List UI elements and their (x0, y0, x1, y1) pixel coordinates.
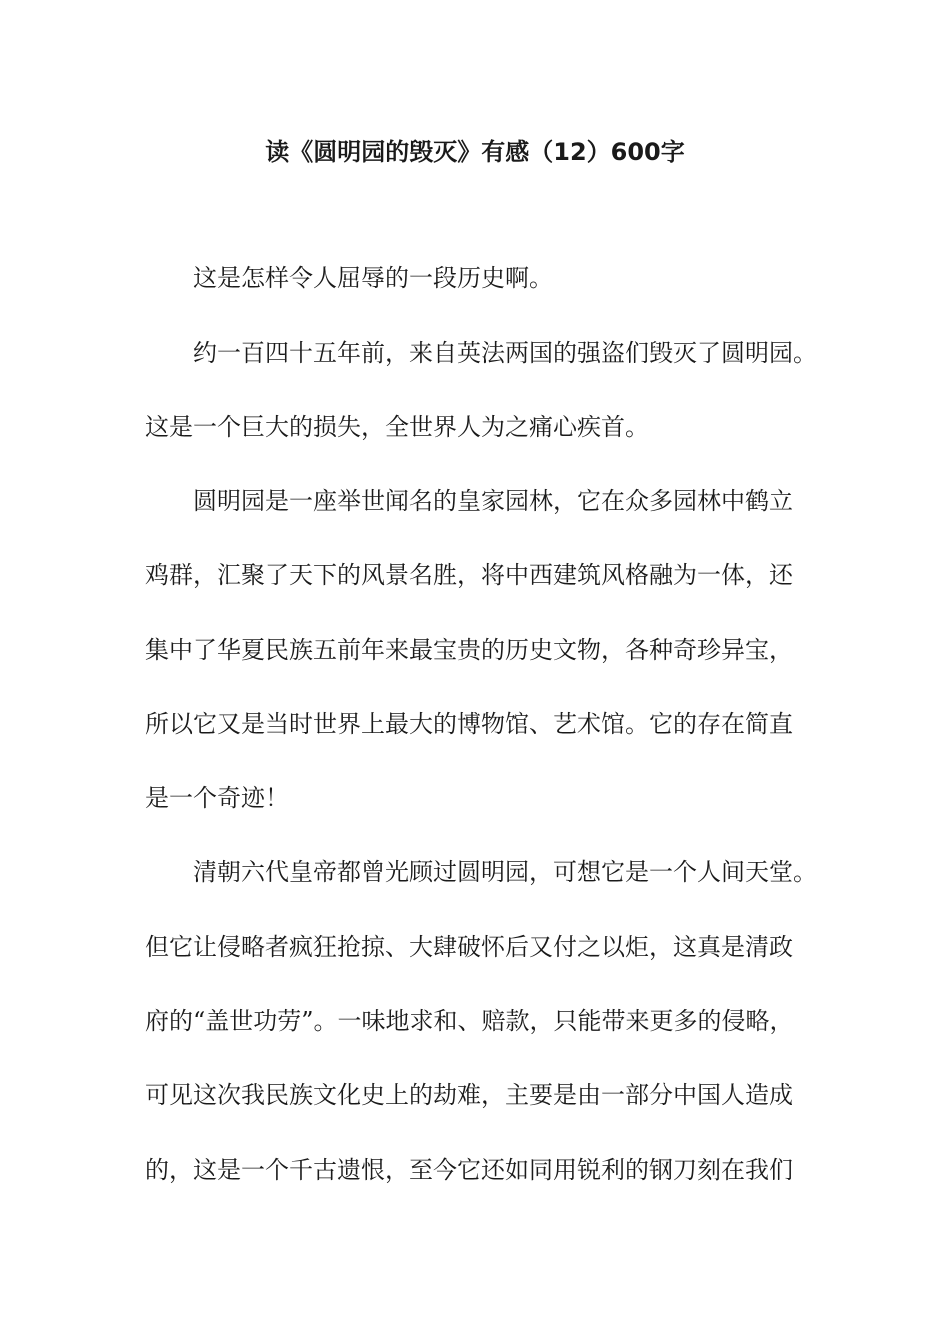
paragraph-line: 鸡群，汇聚了天下的风景名胜，将中西建筑风格融为一体，还 (145, 561, 793, 589)
paragraph-line: 是一个奇迹！ (145, 784, 289, 812)
document-title: 读《圆明园的毁灭》有感（12）600字 (265, 138, 685, 166)
paragraph-line: 约一百四十五年前，来自英法两国的强盗们毁灭了圆明园。 (193, 339, 817, 367)
paragraph-line: 清朝六代皇帝都曾光顾过圆明园，可想它是一个人间天堂。 (193, 858, 817, 886)
paragraph-line: 但它让侵略者疯狂抢掠、大肆破怀后又付之以炬，这真是清政 (145, 933, 793, 961)
paragraph-line: 这是一个巨大的损失，全世界人为之痛心疾首。 (145, 413, 649, 441)
paragraph-line: 可见这次我民族文化史上的劫难，主要是由一部分中国人造成 (145, 1081, 793, 1109)
paragraph-line: 圆明园是一座举世闻名的皇家园林，它在众多园林中鹤立 (193, 487, 793, 515)
paragraph-line: 府的“盖世功劳”。一味地求和、赔款，只能带来更多的侵略， (145, 1007, 794, 1035)
paragraph-line: 的，这是一个千古遗恨，至今它还如同用锐利的钢刀刻在我们 (145, 1156, 793, 1184)
paragraph-line: 所以它又是当时世界上最大的博物馆、艺术馆。它的存在简直 (145, 710, 793, 738)
paragraph-line: 集中了华夏民族五前年来最宝贵的历史文物，各种奇珍异宝， (145, 636, 793, 664)
paragraph-line: 这是怎样令人屈辱的一段历史啊。 (193, 264, 553, 292)
